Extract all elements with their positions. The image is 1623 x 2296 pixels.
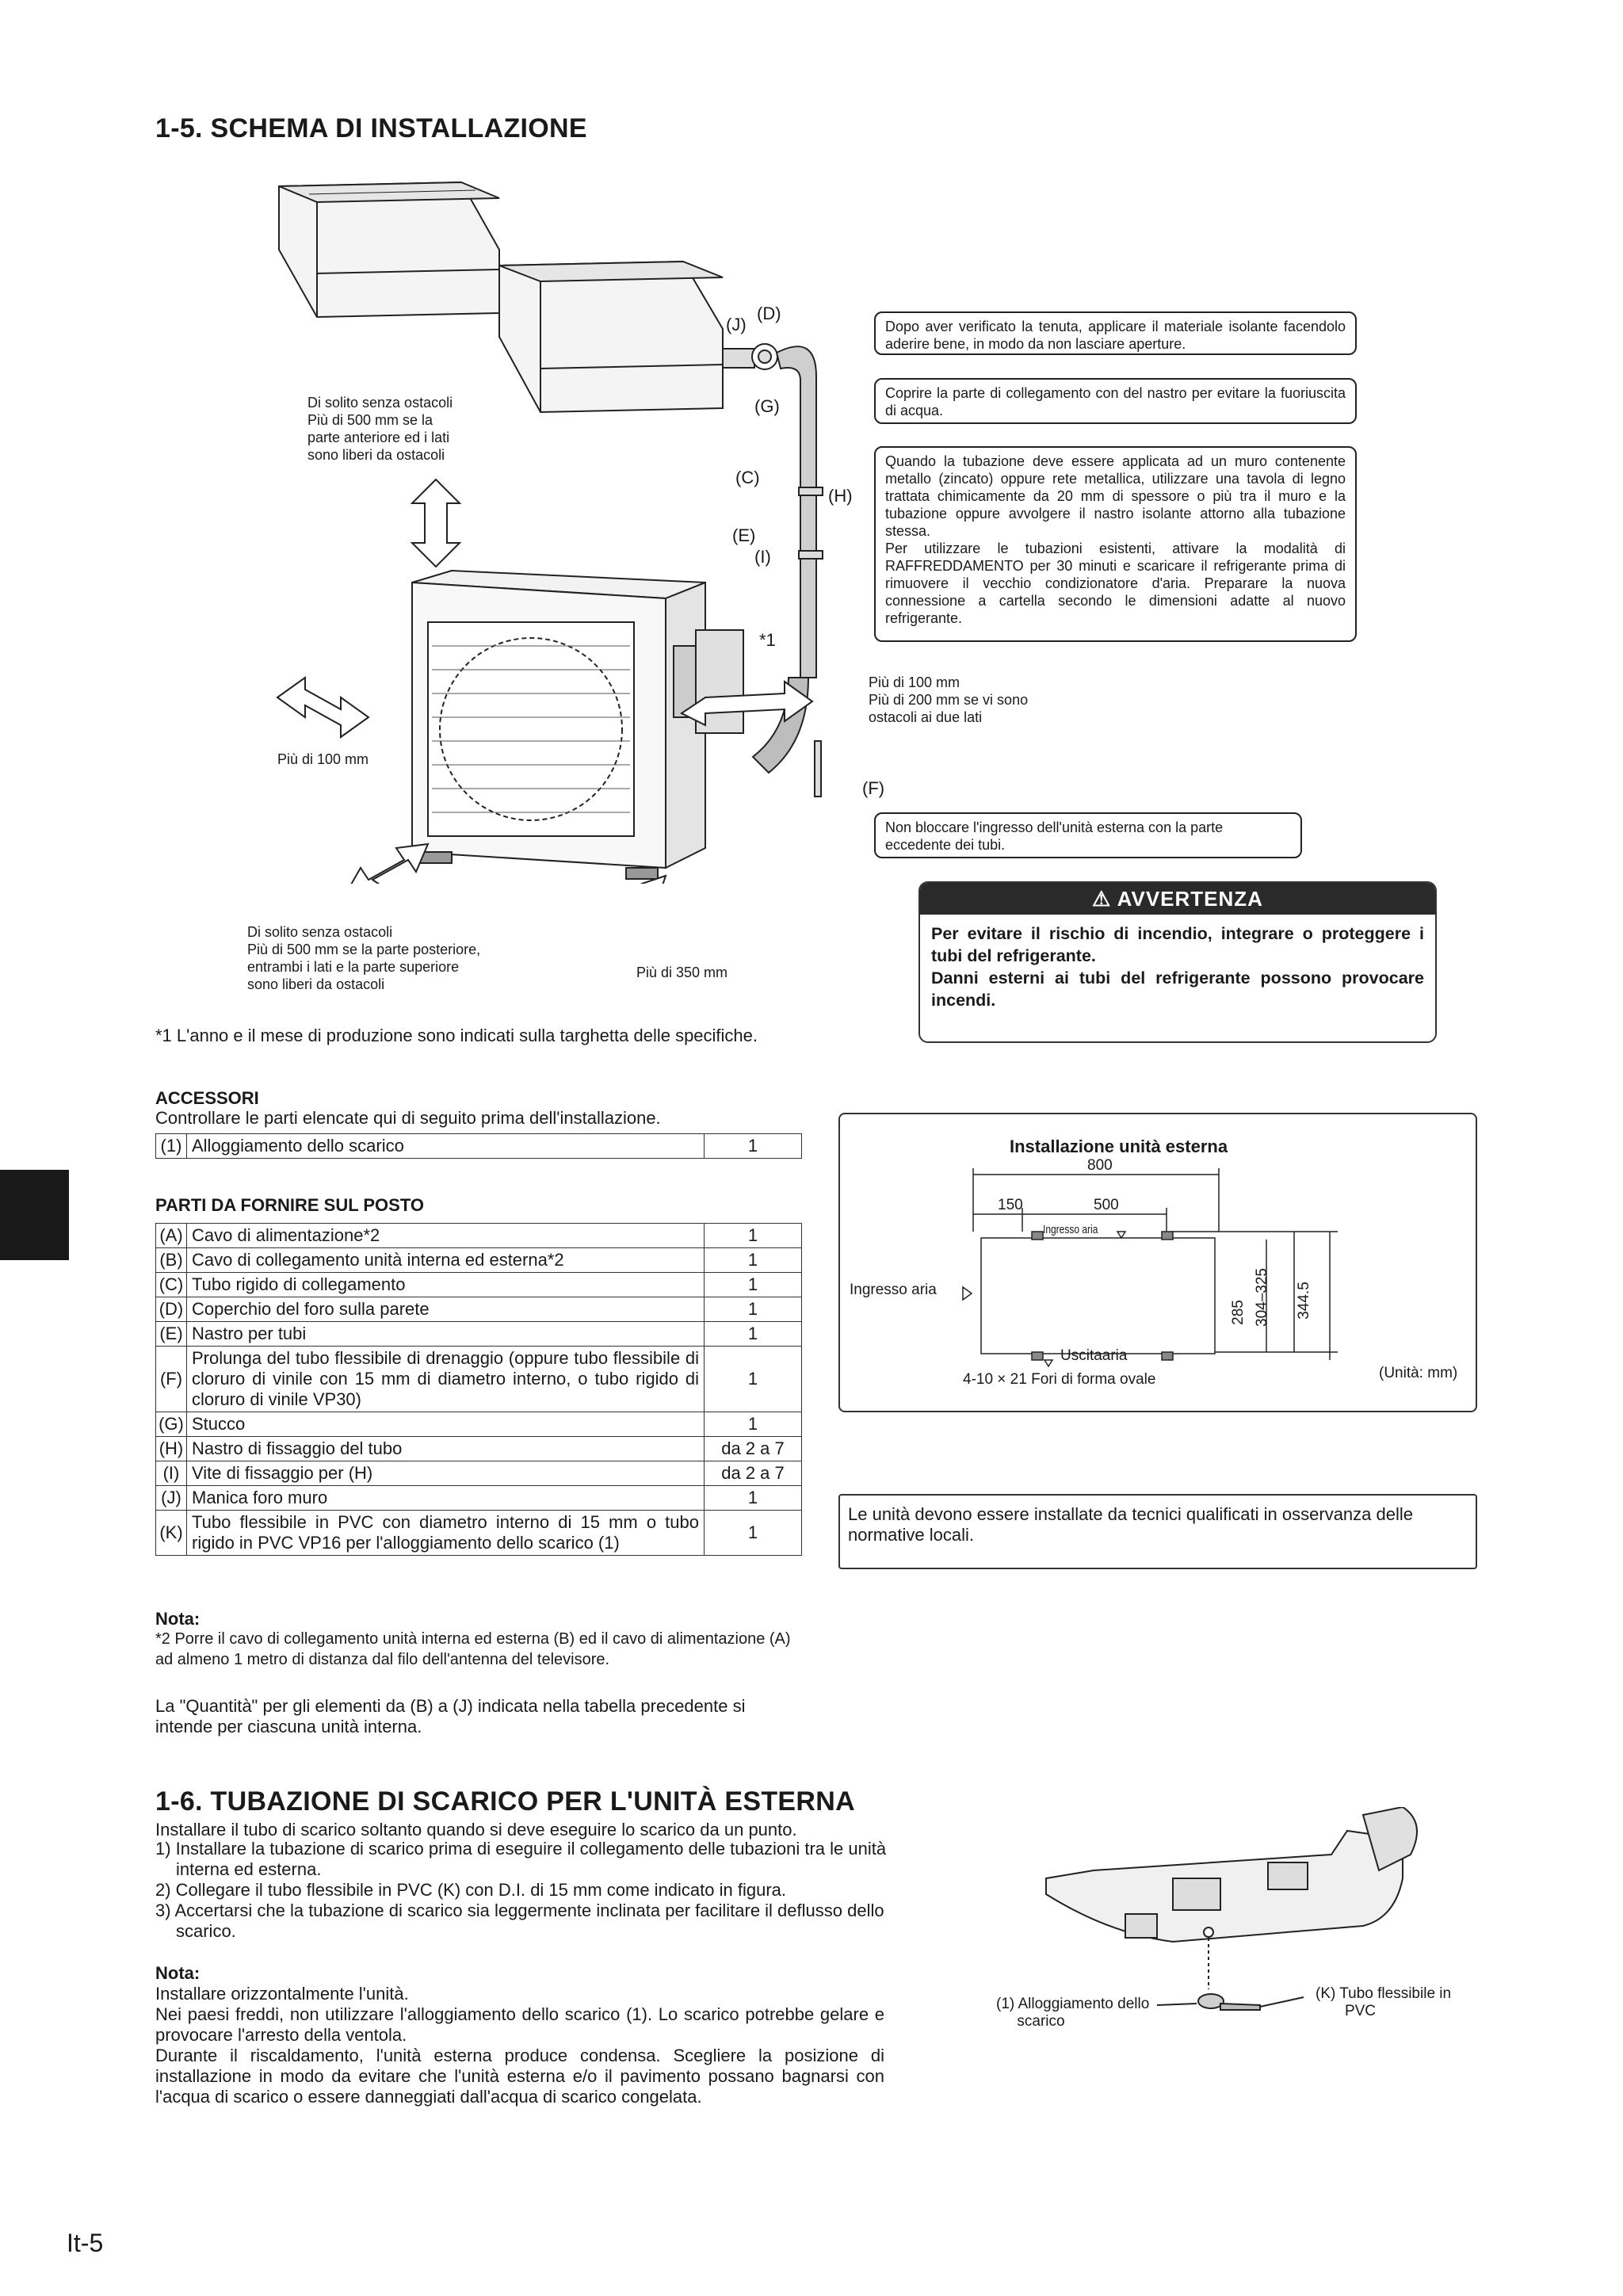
outdoor-unit (412, 571, 743, 879)
cell-name: Alloggiamento dello scarico (187, 1134, 705, 1159)
step-1: 1) Installare la tubazione di scarico prima di eseguire il collegamento delle tubazioni tra le unità interna ed esterna. (155, 1839, 887, 1879)
label-e: (E) (732, 525, 756, 545)
accessories-table (155, 1133, 802, 1159)
callout-tape: Coprire la parte di collegamento con del nastro per evitare la fuoriuscita di acqua. (874, 378, 1357, 424)
table-row (156, 1134, 802, 1159)
dim-800: 800 (1087, 1157, 1113, 1174)
warning-triangle-icon: ⚠ (1092, 887, 1112, 911)
indoor-unit-left (279, 182, 499, 317)
cell-id: (C) (156, 1273, 187, 1297)
cell-qty: 1 (705, 1322, 802, 1347)
cell-id: (B) (156, 1248, 187, 1273)
table-row (156, 1322, 802, 1347)
table-row (156, 1347, 802, 1412)
cell-qty: 1 (705, 1134, 802, 1159)
warning-body: Per evitare il rischio di incendio, integrare o proteggere i tubi del refrigerante. Danni esterni ai tubi del refrigerante possono provocare incendi. (931, 924, 1424, 1010)
clearance-right: Più di 100 mm Più di 200 mm se vi sono ostacoli ai due lati (869, 674, 1029, 725)
label-f: (F) (862, 778, 885, 798)
dim-150: 150 (998, 1197, 1023, 1213)
cell-name: Nastro per tubi (187, 1322, 705, 1347)
section-tab-marker (0, 1170, 69, 1260)
section-1-6-note-heading: Nota: (155, 1963, 200, 1983)
inlet-top: Ingresso aria (1043, 1223, 1098, 1236)
cell-qty: da 2 a 7 (705, 1461, 802, 1486)
accessories-intro: Controllare le parti elencate qui di seguito prima dell'installazione. (155, 1108, 661, 1128)
cell-qty: 1 (705, 1273, 802, 1297)
drain-label-k: (K) Tubo flessibile in PVC (1316, 1985, 1452, 2019)
table-row (156, 1412, 802, 1437)
cell-name: Prolunga del tubo flessibile di drenaggio (oppure tubo flessibile di cloruro di vinile con 15 mm di diametro interno, o tubo rigido di cloruro di vinile VP30) (187, 1347, 705, 1412)
cell-id: (K) (156, 1511, 187, 1556)
cell-name: Cavo di alimentazione*2 (187, 1224, 705, 1248)
label-j: (J) (726, 315, 747, 334)
cell-qty: 1 (705, 1297, 802, 1322)
cell-name: Tubo flessibile in PVC con diametro interno di 15 mm o tubo rigido in PVC VP16 per l'alloggiamento dello scarico (1) (187, 1511, 705, 1556)
cell-name: Coperchio del foro sulla parete (187, 1297, 705, 1322)
section-title-1-6: 1-6. TUBAZIONE DI SCARICO PER L'UNITÀ ESTERNA (155, 1786, 855, 1817)
table-row (156, 1461, 802, 1486)
cell-qty: 1 (705, 1248, 802, 1273)
callout-no-block: Non bloccare l'ingresso dell'unità esterna con la parte eccedente dei tubi. (874, 812, 1302, 858)
label-d: (D) (757, 304, 781, 323)
inlet-left: Ingresso aria (850, 1282, 937, 1298)
cell-qty: 1 (705, 1412, 802, 1437)
callout-insulation: Dopo aver verificato la tenuta, applicare il materiale isolante facendolo aderire bene, in modo da non lasciare aperture. (874, 311, 1357, 355)
warning-box (918, 881, 1437, 1043)
table-row (156, 1297, 802, 1322)
step-3: 3) Accertarsi che la tubazione di scarico sia leggermente inclinata per facilitare il deflusso dello scarico. (155, 1901, 884, 1941)
cell-id: (E) (156, 1322, 187, 1347)
holes-label: 4-10 × 21 Fori di forma ovale (963, 1371, 1156, 1388)
cell-id: (J) (156, 1486, 187, 1511)
cell-name: Tubo rigido di collegamento (187, 1273, 705, 1297)
table-row (156, 1248, 802, 1273)
label-i: (I) (754, 547, 771, 567)
dim-344: 344.5 (1295, 1282, 1312, 1320)
clearance-left: Più di 100 mm (277, 751, 369, 767)
cell-qty: 1 (705, 1347, 802, 1412)
cell-name: Nastro di fissaggio del tubo (187, 1437, 705, 1461)
cell-id: (F) (156, 1347, 187, 1412)
outdoor-diagram-title: Installazione unità esterna (1010, 1137, 1228, 1156)
cell-name: Vite di fissaggio per (H) (187, 1461, 705, 1486)
cell-id: (D) (156, 1297, 187, 1322)
section-title-1-5: 1-5. SCHEMA DI INSTALLAZIONE (155, 113, 587, 143)
section-1-6-note-line-3: Durante il riscaldamento, l'unità esterna produce condensa. Scegliere la posizione di installazione in modo da evitare che l'unità esterna e/o il pavimento possano bagnarsi con l'acqua di scarico o essere danneggiati dall'acqua di scarico congelata. (155, 2046, 884, 2107)
dim-500: 500 (1094, 1197, 1119, 1213)
site-parts-table (155, 1223, 802, 1556)
warning-header (920, 883, 1435, 915)
clearance-front: Più di 350 mm (636, 965, 728, 980)
cell-name: Cavo di collegamento unità interna ed esterna*2 (187, 1248, 705, 1273)
cell-id: (A) (156, 1224, 187, 1248)
accessories-heading: ACCESSORI (155, 1088, 259, 1108)
label-g: (G) (754, 396, 780, 416)
dim-285: 285 (1229, 1300, 1247, 1325)
table-row (156, 1224, 802, 1248)
page-number: It-5 (67, 2229, 104, 2257)
label-c: (C) (735, 468, 760, 487)
notes-heading: Nota: (155, 1609, 200, 1629)
table-row (156, 1486, 802, 1511)
table-row (156, 1437, 802, 1461)
cell-id: (H) (156, 1437, 187, 1461)
installation-schematic (262, 170, 959, 884)
site-parts-heading: PARTI DA FORNIRE SUL POSTO (155, 1195, 424, 1215)
clearance-top: Di solito senza ostacoli Più di 500 mm se la parte anteriore ed i lati sono liberi da ostacoli (307, 395, 453, 463)
outlet-label: Uscitaaria (1060, 1347, 1128, 1364)
callout-wall-metal: Quando la tubazione deve essere applicata ad un muro contenente metallo (zincato) oppure rete metallica, utilizzare una tavola di legno trattata chimicamente da 20 mm di spessore o più tra il muro e la tubazione oppure avvolgere il nastro isolante attorno alla tubazione stessa. Per utilizzare le tubazioni esistenti, attivare la modalità di RAFFREDDAMENTO per 30 minuti e scaricare il refrigerante prima di rimuovere il vecchio condizionatore d'aria. Preparare la nuova connessione a cartella secondo le dimensioni adatte al nuovo refrigerante. (874, 446, 1357, 642)
cell-name: Manica foro muro (187, 1486, 705, 1511)
section-1-6-note-line-2: Nei paesi freddi, non utilizzare l'alloggiamento dello scarico (1). Lo scarico potrebbe gelare e provocare l'arresto della ventola. (155, 2004, 884, 2045)
note-2: *2 Porre il cavo di collegamento unità interna ed esterna (B) ed il cavo di alimentazione (A) ad almeno 1 metro di distanza dal filo dell'antenna del televisore. (155, 1630, 791, 1668)
table-row (156, 1511, 802, 1556)
footnote-1: *1 L'anno e il mese di produzione sono indicati sulla targhetta delle specifiche. (155, 1026, 758, 1045)
label-star1: *1 (759, 630, 776, 650)
quantity-note: La "Quantità" per gli elementi da (B) a (J) indicata nella tabella precedente si intende per ciascuna unità interna. (155, 1696, 746, 1736)
cell-name: Stucco (187, 1412, 705, 1437)
drain-label-1: (1) Alloggiamento dello scarico (996, 1996, 1150, 2030)
table-row (156, 1273, 802, 1297)
cell-qty: 1 (705, 1224, 802, 1248)
units-label: (Unità: mm) (1379, 1365, 1458, 1381)
cell-qty: 1 (705, 1511, 802, 1556)
label-h: (H) (828, 486, 853, 506)
cell-qty: da 2 a 7 (705, 1437, 802, 1461)
warning-title: AVVERTENZA (1117, 887, 1263, 911)
cell-id: (G) (156, 1412, 187, 1437)
indoor-unit-right (499, 262, 723, 412)
cell-qty: 1 (705, 1486, 802, 1511)
dim-304: 304–325 (1253, 1268, 1270, 1327)
step-2: 2) Collegare il tubo flessibile in PVC (K) con D.I. di 15 mm come indicato in figura. (155, 1880, 787, 1900)
section-1-6-note-line-1: Installare orizzontalmente l'unità. (155, 1984, 409, 2004)
section-1-6-intro: Installare il tubo di scarico soltanto quando si deve eseguire lo scarico da un punto. (155, 1820, 797, 1839)
qualified-note: Le unità devono essere installate da tecnici qualificati in osservanza delle normative locali. (848, 1504, 1413, 1545)
clearance-back: Di solito senza ostacoli Più di 500 mm se la parte posteriore, entrambi i lati e la parte superiore sono liberi da ostacoli (247, 924, 481, 992)
cell-id: (I) (156, 1461, 187, 1486)
cell-id: (1) (156, 1134, 187, 1159)
